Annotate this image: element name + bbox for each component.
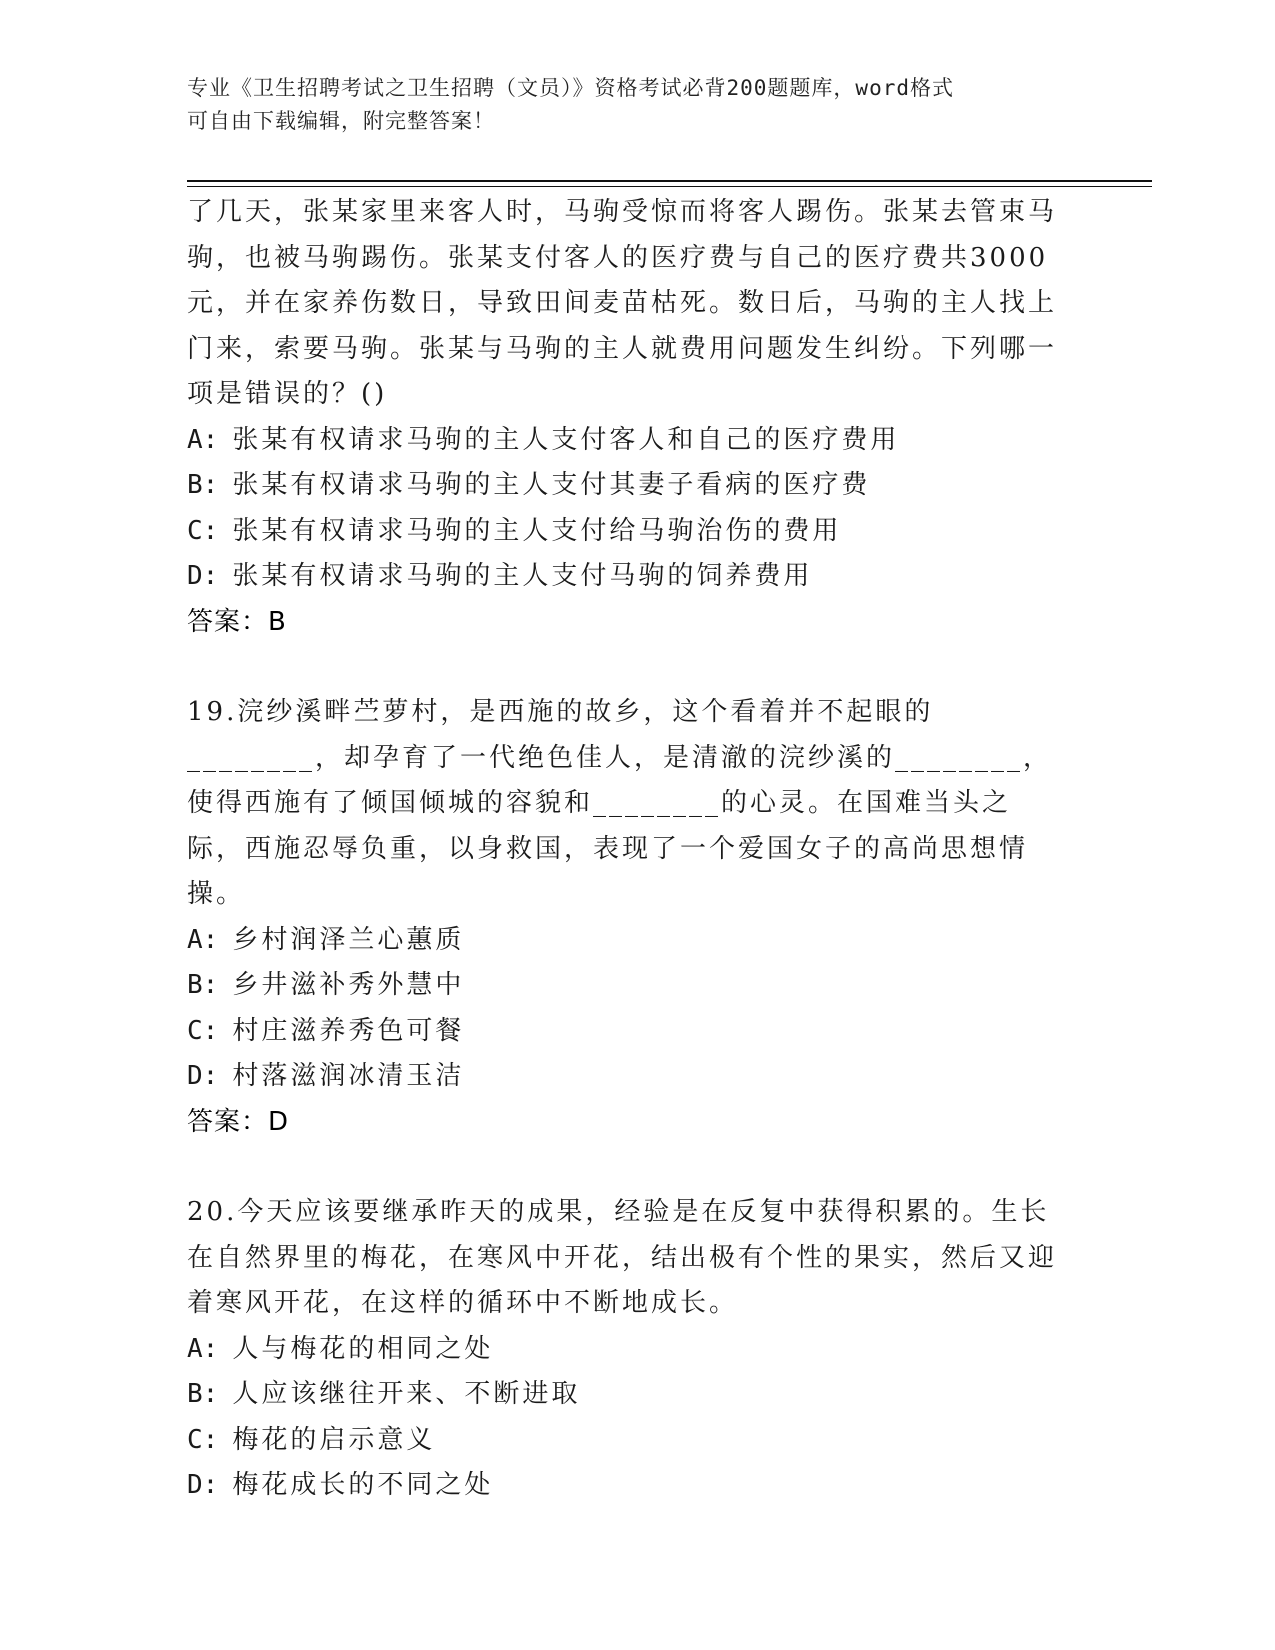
question-stem: 了几天，张某家里来客人时，马驹受惊而将客人踢伤。张某去管束马驹，也被马驹踢伤。张某支付客人的医疗费与自己的医疗费共3000元，并在家养伤数日，导致田间麦苗枯死。数日后，马驹的主人找上门来，索要马驹。张某与马驹的主人就费用问题发生纠纷。下列哪一项是错误的？() xyxy=(187,197,1058,409)
option-d xyxy=(187,1054,1067,1100)
option-b xyxy=(187,1372,1067,1418)
option-b xyxy=(187,963,1067,1009)
question-19 xyxy=(187,690,1067,1145)
option-key: A: xyxy=(187,924,219,955)
answer-label: 答案：B xyxy=(187,606,287,637)
header-line-1: 专业《卫生招聘考试之卫生招聘（文员）》资格考试必背200题题库，word格式 xyxy=(187,76,954,100)
option-text: 梅花的启示意义 xyxy=(232,1424,436,1455)
spacer xyxy=(187,1145,1067,1190)
question-18 xyxy=(187,190,1067,645)
option-text: 张某有权请求马驹的主人支付马驹的饲养费用 xyxy=(232,561,813,591)
question-content xyxy=(187,190,1067,1509)
option-text: 村庄滋养秀色可餐 xyxy=(232,1015,465,1046)
answer-label: 答案：D xyxy=(187,1106,290,1137)
option-key: A: xyxy=(187,424,219,455)
option-a xyxy=(187,1327,1067,1373)
option-text: 乡村润泽兰心蕙质 xyxy=(232,924,465,955)
option-key: B: xyxy=(187,1379,219,1409)
option-text: 梅花成长的不同之处 xyxy=(232,1470,494,1500)
option-c xyxy=(187,509,1067,555)
option-a xyxy=(187,418,1067,464)
spacer xyxy=(187,645,1067,690)
option-text: 乡井滋补秀外慧中 xyxy=(232,970,465,1000)
option-text: 人应该继往开来、不断进取 xyxy=(232,1379,581,1409)
header-line-2: 可自由下载编辑，附完整答案！ xyxy=(187,109,495,133)
header-rule-thick xyxy=(187,180,1152,182)
header-rule-thin xyxy=(187,186,1152,187)
option-b xyxy=(187,463,1067,509)
question-stem: 20.今天应该要继承昨天的成果，经验是在反复中获得积累的。生长在自然界里的梅花，在寒风中开花，结出极有个性的果实，然后又迎着寒风开花，在这样的循环中不断地成长。 xyxy=(187,1197,1058,1318)
question-20 xyxy=(187,1190,1067,1509)
option-d xyxy=(187,1463,1067,1509)
option-text: 人与梅花的相同之处 xyxy=(232,1333,494,1364)
option-key: C: xyxy=(187,1424,219,1455)
option-key: A: xyxy=(187,1333,219,1364)
option-c xyxy=(187,1009,1067,1055)
option-key: C: xyxy=(187,1015,219,1046)
question-stem: 19.浣纱溪畔苎萝村，是西施的故乡，这个看着并不起眼的________，却孕育了一代绝色佳人，是清澈的浣纱溪的________，使得西施有了倾国倾城的容貌和________的心灵。在国难当头之际，西施忍辱负重，以身救国，表现了一个爱国女子的高尚思想情操。 xyxy=(187,697,1053,909)
option-text: 张某有权请求马驹的主人支付给马驹治伤的费用 xyxy=(232,515,842,546)
option-key: D: xyxy=(187,1061,219,1091)
option-a xyxy=(187,918,1067,964)
option-key: B: xyxy=(187,470,219,500)
option-d xyxy=(187,554,1067,600)
option-key: D: xyxy=(187,561,219,591)
option-c xyxy=(187,1418,1067,1464)
option-text: 村落滋润冰清玉洁 xyxy=(232,1061,465,1091)
option-text: 张某有权请求马驹的主人支付客人和自己的医疗费用 xyxy=(232,424,900,455)
document-header xyxy=(187,72,1067,138)
option-key: B: xyxy=(187,970,219,1000)
option-key: D: xyxy=(187,1470,219,1500)
option-text: 张某有权请求马驹的主人支付其妻子看病的医疗费 xyxy=(232,470,871,500)
option-key: C: xyxy=(187,515,219,546)
